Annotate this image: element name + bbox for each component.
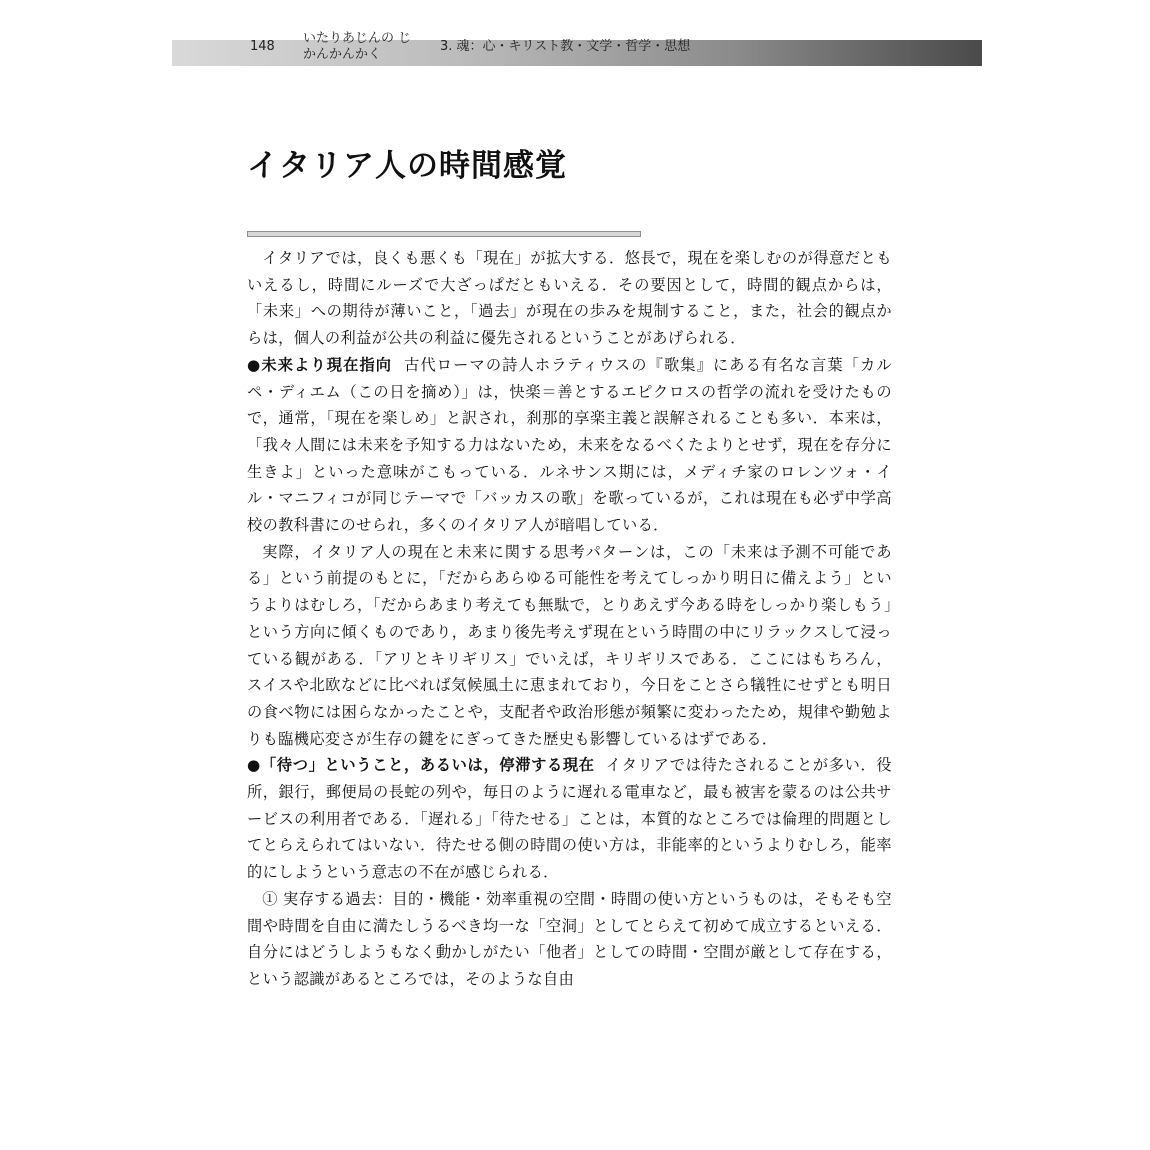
section1-heading: ●未来より現在指向 — [247, 355, 393, 374]
series-title: いたりあじんの じかんかんかく — [303, 31, 412, 62]
section2-paragraph-2: ① 実存する過去：目的・機能・効率重視の空間・時間の使い方というものは，そもそも空間や時間を自由に満たしうるべき均一な「空洞」としてとらえて初めて成立するといえる．自分にはどうしようもなく動かしがたい「他者」としての時間・空間が厳として存在する，という認識があるところでは，そのような自由 — [247, 889, 892, 988]
intro-paragraph: イタリアでは，良くも悪くも「現在」が拡大する．悠長で，現在を楽しむのが得意だともいえるし，時間にルーズで大ざっぱだともいえる．その要因として，時間的観点からは，「未来」への期待が薄いこと，「過去」が現在の歩みを規制すること，また，社会的観点からは，個人の利益が公共の利益に優先されるということがあげられる． — [247, 249, 892, 348]
section1-paragraph-2: 実際，イタリア人の現在と未来に関する思考パターンは，この「未来は予測不可能である」という前提のもとに，「だからあらゆる可能性を考えてしっかり明日に備えよう」というよりはむしろ，「だからあまり考えても無駄で，とりあえず今ある時をしっかり楽しもう」という方向に傾くものであり，あまり後先考えず現在という時間の中にリラックスして浸っている観がある．「アリとキリギリス」でいえば，キリギリスである．ここにはもちろん，スイスや北欧などに比べれば気候風土に恵まれており，今日をことさら犠牲にせずとも明日の食べ物には困らなかったことや，支配者や政治形態が頻繁に変わったため，規律や勤勉よりも臨機応変さが生存の鍵をにぎってきた歴史も影響しているはずである． — [247, 542, 892, 748]
page-number: 148 — [250, 39, 275, 54]
article-body — [247, 245, 892, 993]
page-title: イタリア人の時間感覚 — [247, 148, 567, 184]
section2-paragraph — [247, 752, 892, 886]
section-label: 3. 魂：心・キリスト教・文学・哲学・思想 — [440, 39, 691, 54]
section2-heading: ●「待つ」ということ，あるいは，停滞する現在 — [247, 756, 595, 775]
section1-body: 古代ローマの詩人ホラティウスの『歌集』にある有名な言葉「カルペ・ディエム（この日を摘め）」は，快楽＝善とするエピクロスの哲学の流れを受けたもので，通常，「現在を楽しめ」と訳され，刹那的享楽主義と誤解されることも多い．本来は，「我々人間には未来を予知する力はないため，未来をなるべくたよりとせず，現在を存分に生きよ」といった意味がこもっている．ルネサンス期には，メディチ家のロレンツォ・イル・マニフィコが同じテーマで「バッカスの歌」を歌っているが，これは現在も必ず中学高校の教科書にのせられ，多くのイタリア人が暗唱している． — [247, 355, 892, 535]
section2-body: イタリアでは待たされることが多い．役所，銀行，郵便局の長蛇の列や，毎日のように遅れる電車など，最も被害を蒙るのは公共サービスの利用者である．「遅れる」「待たせる」ことは，本質的なところでは倫理的問題としてとらえられてはいない．待たせる側の時間の使い方は，非能率的というよりむしろ，能率的にしようという意志の不在が感じられる． — [247, 756, 892, 882]
section1-paragraph — [247, 352, 892, 539]
title-underline-rule — [247, 231, 641, 237]
